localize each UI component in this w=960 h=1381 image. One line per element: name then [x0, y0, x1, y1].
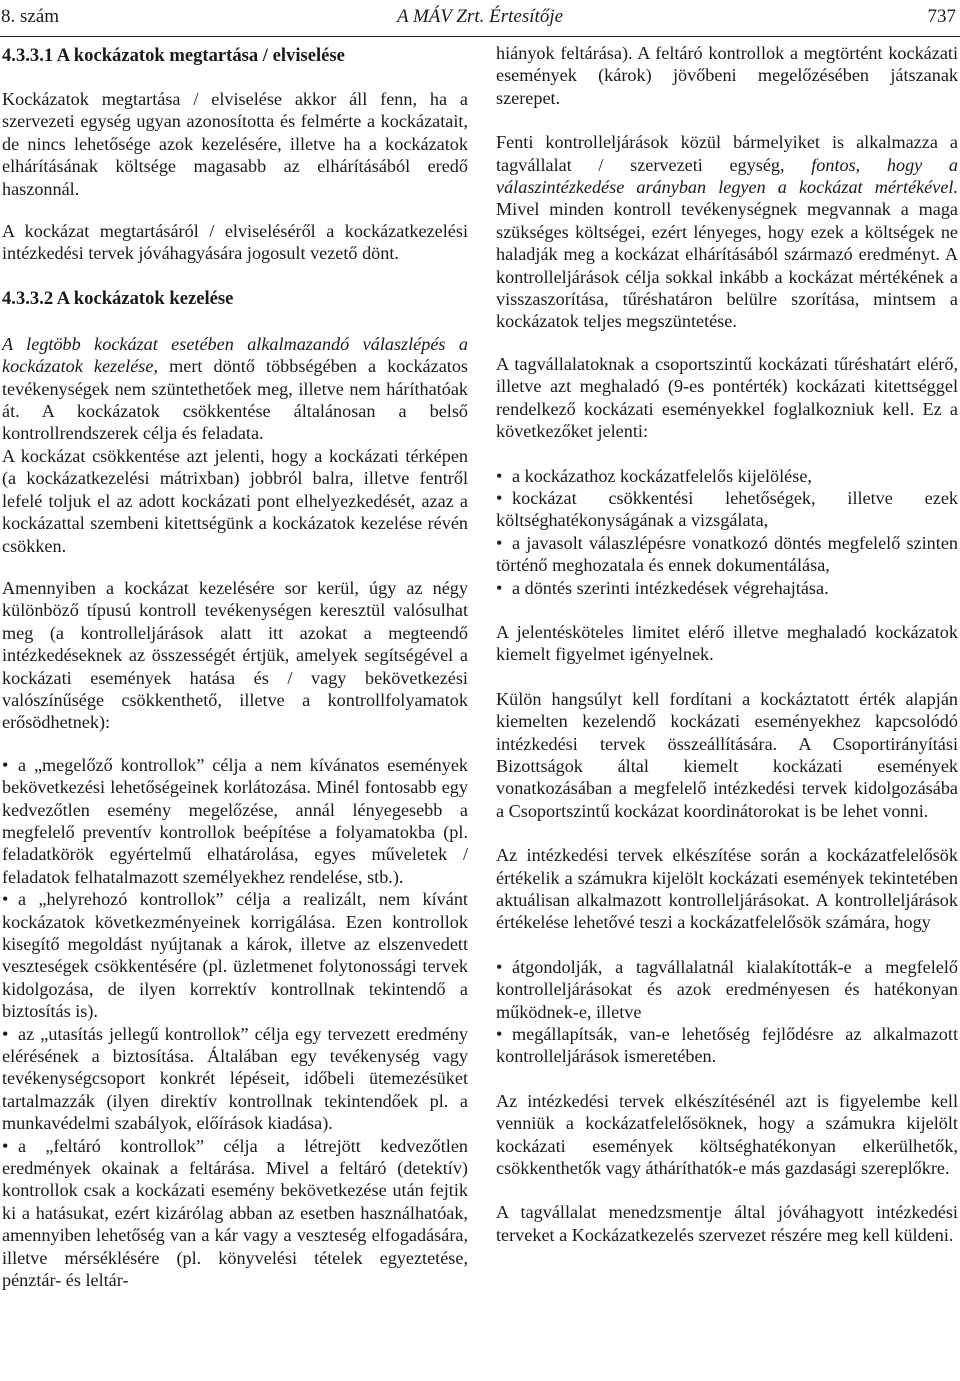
bullet-icon: • — [496, 956, 503, 977]
bullet-icon: • — [2, 889, 9, 910]
paragraph: Amennyiben a kockázat kezelésére sor kerül, úgy az négy különböző típusú kontroll tevékenységen keresztül valósulhat meg (a kontrolleljárások alatt itt azokat a megteendő intézkedéseknek az összességét értjük, amelyek segítségével a kockázati események hatása és / vagy bekövetkezési valószínűsége csökkenthető, illetve a kontrollfolyamatok erősödhetnek): — [2, 577, 468, 733]
left-column — [2, 42, 468, 1378]
bullet-icon: • — [2, 1135, 9, 1156]
list-item: • a döntés szerinti intézkedések végrehajtása. — [496, 577, 829, 598]
bullet-list — [2, 754, 468, 1292]
page-number: 737 — [927, 6, 956, 27]
list-item: • a „feltáró kontrollok” célja a létrejött kedvezőtlen eredmények okainak a feltárása. Mivel a feltáró (detektív) kontrollok csak a kockázati esemény bekövetkezése után fejtik ki a hatásukat, ezért kizárólag abban az esetben használhatóak, amennyiben lehetőség van a kár vagy a veszteség elfogadására, illetve mérséklésére (pl. könyvelési tételek egyeztetése, pénztár- és leltár- — [2, 1135, 468, 1291]
paragraph: A tagvállalatoknak a csoportszintű kockázati tűréshatárt elérő, illetve azt meghaladó (9-es pontérték) kockázati kitettséggel rendelkező kockázati eseményekkel foglalkozniuk kell. Ez a következőket jelenti: — [496, 353, 958, 442]
bullet-list — [496, 956, 958, 1068]
bullet-icon: • — [2, 1023, 9, 1044]
list-item: • a „megelőző kontrollok” célja a nem kívánatos események bekövetkezési lehetőségeinek korlátozása. Minél fontosabb egy kedvezőtlen esemény megelőzése, annál lényegesebb a megfelelő preventív kontrollok beépítése a folyamatokba (pl. feladatkörök egyértelmű elhatárolása, egyes műveletek / feladatok felhatalmazott személyekhez rendelése, stb.). — [2, 754, 468, 887]
paragraph: Az intézkedési tervek elkészítése során a kockázatfelelősök értékelik a számukra kijelölt kockázati események tekintetében aktuálisan alkalmazott kontrolleljárásokat. A kontrolleljárások értékelése lehetővé teszi a kockázatfelelősök számára, hogy — [496, 845, 958, 933]
paragraph: A kockázat csökkentése azt jelenti, hogy a kockázati térképen (a kockázatkezelési mátrixban) jobbról balra, illetve fentről lefelé toljuk el az adott kockázati pont elhelyezkedését, azaz a kockázattal szembeni kitettségünk a kockázatok kezelése révén csökken. — [2, 445, 468, 556]
paragraph: A kockázat megtartásáról / elviseléséről a kockázatkezelési intézkedési tervek jóváhagyására jogosult vezető dönt. — [2, 221, 468, 264]
bullet-icon: • — [496, 487, 503, 508]
list-item: • megállapítsák, van-e lehetőség fejlődésre az alkalmazott kontrolleljárások ismeretében. — [496, 1024, 958, 1067]
bullet-list — [496, 465, 958, 599]
publication-title: A MÁV Zrt. Értesítője — [396, 6, 564, 27]
paragraph: A legtöbb kockázat esetében alkalmazandó válaszlépés a kockázatok kezelése, mert döntő többségében a kockázatos tevékenységek nem szüntethetőek meg, illetve nem háríthatóak át. A kockázatok csökkentése általánosan a belső kontrollrendszerek célja és feladata. — [2, 333, 468, 444]
list-item: • a „helyrehozó kontrollok” célja a realizált, nem kívánt kockázatok következményeinek korrigálása. Ezen kontrollok kisegítő megoldást nyújtanak a károk, illetve az elszenvedett veszteségek csökkentésére (pl. üzletmenet folytonossági tervek kidolgozása, de ilyen korrektív kontrollnak tekintendő a biztosítás is). — [2, 889, 468, 1022]
section-heading-4-3-3-2: 4.3.3.2 A kockázatok kezelése — [2, 287, 234, 309]
paragraph: A tagvállalat menedzsmentje által jóváhagyott intézkedési terveket a Kockázatkezelés szervezet részére meg kell küldeni. — [496, 1202, 958, 1245]
issue-number: 8. szám — [1, 6, 60, 27]
list-item: • kockázat csökkentési lehetőségek, illetve ezek költséghatékonyságának a vizsgálata, — [496, 487, 958, 531]
paragraph: Kockázatok megtartása / elviselése akkor áll fenn, ha a szervezeti egység ugyan azonosította és felmérte a kockázatait, de nincs lehetősége azok kezelésére, illetve ha a kockázatok elhárításának költsége magasabb az elhárításából eredő haszonnál. — [2, 89, 468, 199]
right-column — [496, 42, 958, 1378]
paragraph: hiányok feltárása). A feltáró kontrollok a megtörtént kockázati események (károk) jövőbeni megelőzésében játszanak szerepet. — [496, 43, 958, 108]
bullet-icon: • — [496, 577, 503, 598]
bullet-icon: • — [496, 465, 503, 486]
list-item: • a kockázathoz kockázatfelelős kijelölése, — [496, 465, 812, 486]
paragraph: A jelentésköteles limitet elérő illetve meghaladó kockázatok kiemelt figyelmet igényelnek. — [496, 621, 958, 665]
list-item: • a javasolt válaszlépésre vonatkozó döntés megfelelő szinten történő meghozatala és ennek dokumentálása, — [496, 532, 958, 576]
running-header — [0, 0, 960, 37]
list-item: • átgondolják, a tagvállalatnál kialakították-e a megfelelő kontrolleljárásokat és azok eredményesen és hatékonyan működnek-e, illetve — [496, 956, 958, 1022]
section-heading-4-3-3-1: 4.3.3.1 A kockázatok megtartása / elviselése — [2, 45, 345, 66]
emphasis-text: fontos, hogy a válaszintézkedése arányban legyen a kockázat mértékével. — [496, 154, 958, 198]
bullet-icon: • — [2, 754, 9, 775]
bullet-icon: • — [496, 532, 503, 553]
list-item: • az „utasítás jellegű kontrollok” célja egy tervezett eredmény elérésének a biztosítása. Általában egy tevékenység vagy tevékenységcsoport konkrét lépéseit, időbeli ütemezésüket tartalmazzák (ilyen direktív kontrollnak tekintendőek pl. a munkavédelmi szabályok, előírások kiadása). — [2, 1023, 468, 1134]
bullet-icon: • — [496, 1024, 503, 1045]
paragraph: Külön hangsúlyt kell fordítani a kockáztatott érték alapján kiemelten kezelendő kockázati eseményekhez kapcsolódó intézkedési tervek összeállítására. A Csoportirányítási Bizottságok által kiemelt kockázati események vonatkozásában a megfelelő intézkedési tervek kidolgozásába a Csoportszintű kockázat koordinátorokat is be lehet vonni. — [496, 688, 958, 821]
emphasis-text: A legtöbb kockázat esetében alkalmazandó válaszlépés a kockázatok kezelése — [2, 333, 468, 377]
paragraph: Fenti kontrolleljárások közül bármelyiket is alkalmazza a tagvállalat / szervezeti egység, fontos, hogy a válaszintézkedése arányban legyen a kockázat mértékével. Mivel minden kontroll tevékenységnek megvannak a maga szükséges költségei, ezért lényeges, hogy ezek a költségek ne haladják meg a kockázat elhárításából származó eredményt. A kontrolleljárások célja sokkal inkább a kockázat mértékének a visszaszorítása, tűréshatáron belülre szorítása, mintsem a kockázatok teljes megszüntetése. — [496, 132, 958, 332]
paragraph: Az intézkedési tervek elkészítésénél azt is figyelembe kell venniük a kockázatfelelősöknek, hogy a számukra kijelölt kockázati események költséghatékonyan elkerülhetők, csökkenthetők vagy átháríthatók-e más gazdasági szereplőkre. — [496, 1090, 958, 1179]
